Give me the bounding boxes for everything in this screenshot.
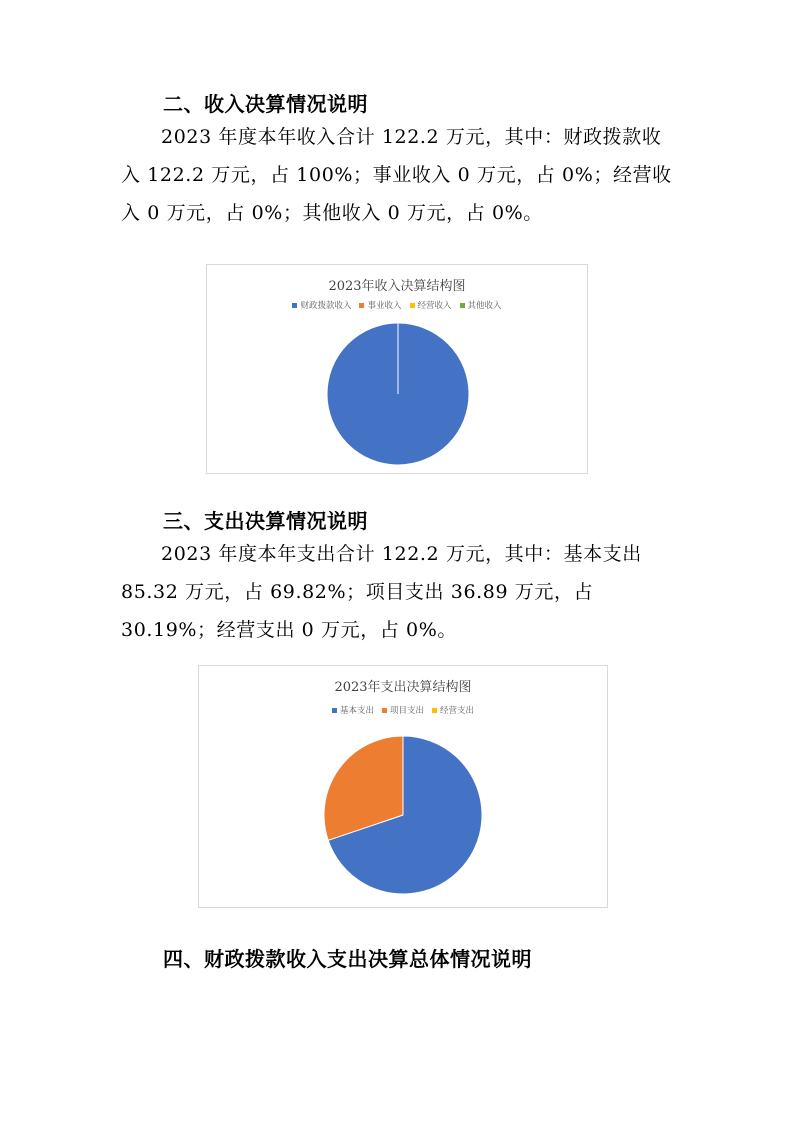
- expense-pie: [199, 666, 609, 909]
- expense-chart-legend-label: 项目支出: [389, 706, 424, 716]
- expense-chart-title: 2023年支出决算结构图: [334, 680, 472, 695]
- income-chart-title: 2023年收入决算结构图: [328, 279, 466, 294]
- income-pie: [207, 265, 589, 475]
- income-chart-legend-label: 事业收入: [367, 301, 402, 311]
- expense-section-paragraph: 2023 年度本年支出合计 122.2 万元，其中：基本支出 85.32 万元，占 69.82%；项目支出 36.89 万元，占 30.19%；经营支出 0 万元，占 0%。: [121, 543, 642, 641]
- income-chart-legend-label: 其他收入: [467, 301, 502, 311]
- expense-chart-legend-label: 基本支出: [339, 706, 374, 716]
- expense-chart: [198, 665, 608, 908]
- income-chart: [206, 264, 588, 474]
- income-chart-legend-label: 经营收入: [417, 301, 452, 311]
- overall-section-heading: 四、财政拨款收入支出决算总体情况说明: [163, 947, 532, 971]
- income-chart-legend-label: 财政拨款收入: [300, 301, 352, 311]
- income-section-heading: 二、收入决算情况说明: [163, 92, 368, 116]
- income-section-paragraph: 2023 年度本年收入合计 122.2 万元，其中：财政拨款收入 122.2 万元，占 100%；事业收入 0 万元，占 0%；经营收入 0 万元，占 0%；其他收入 0 万元，占 0%。: [121, 126, 672, 224]
- expense-chart-legend-label: 经营支出: [440, 706, 475, 716]
- expense-section-heading: 三、支出决算情况说明: [163, 509, 368, 533]
